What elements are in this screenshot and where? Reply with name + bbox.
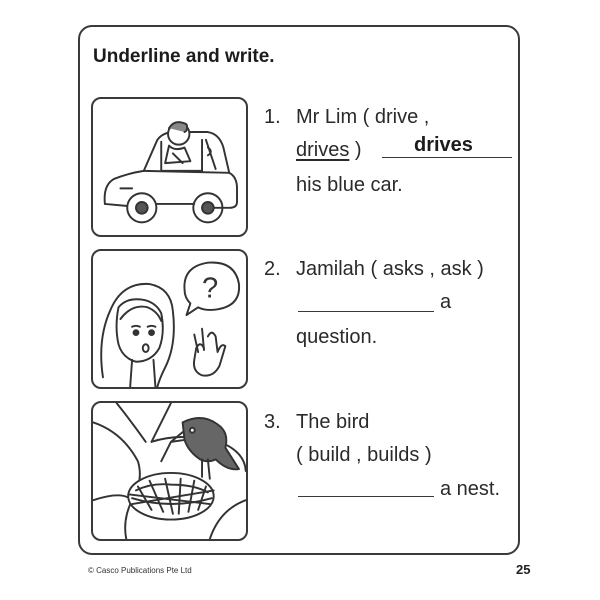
question-1-answer-line[interactable] [382, 157, 512, 158]
page-number: 25 [516, 562, 531, 577]
man-driving-car-icon [91, 97, 248, 237]
worksheet-title: Underline and write. [93, 46, 275, 67]
bird-building-nest-icon [91, 401, 248, 541]
question-2-line-1: Jamilah ( asks , ask ) [296, 258, 484, 280]
question-1-line-2 [296, 139, 362, 162]
question-1-line-1: Mr Lim ( drive , [296, 106, 430, 128]
question-2-line-3: question. [296, 326, 378, 348]
question-3-number: 3. [264, 411, 281, 433]
question-3-line-3: a nest. [440, 478, 501, 500]
copyright-text: © Casco Publications Pte Ltd [88, 566, 192, 575]
question-1-number: 1. [264, 106, 281, 128]
question-3-answer-line[interactable] [298, 496, 434, 497]
question-1-line-3: his blue car. [296, 174, 403, 196]
question-2-line-2: a [440, 291, 452, 313]
question-1-underlined-word: drives [296, 139, 350, 161]
question-1-answer: drives [414, 134, 473, 156]
question-3-line-2: ( build , builds ) [296, 444, 432, 466]
question-2-answer-line[interactable] [298, 311, 434, 312]
question-3-line-1: The bird [296, 411, 370, 433]
question-mark-text: ? [202, 272, 219, 305]
girl-with-question-mark-icon [91, 249, 248, 389]
question-2-number: 2. [264, 258, 281, 280]
question-1-line-2-rest: ) [349, 139, 362, 161]
